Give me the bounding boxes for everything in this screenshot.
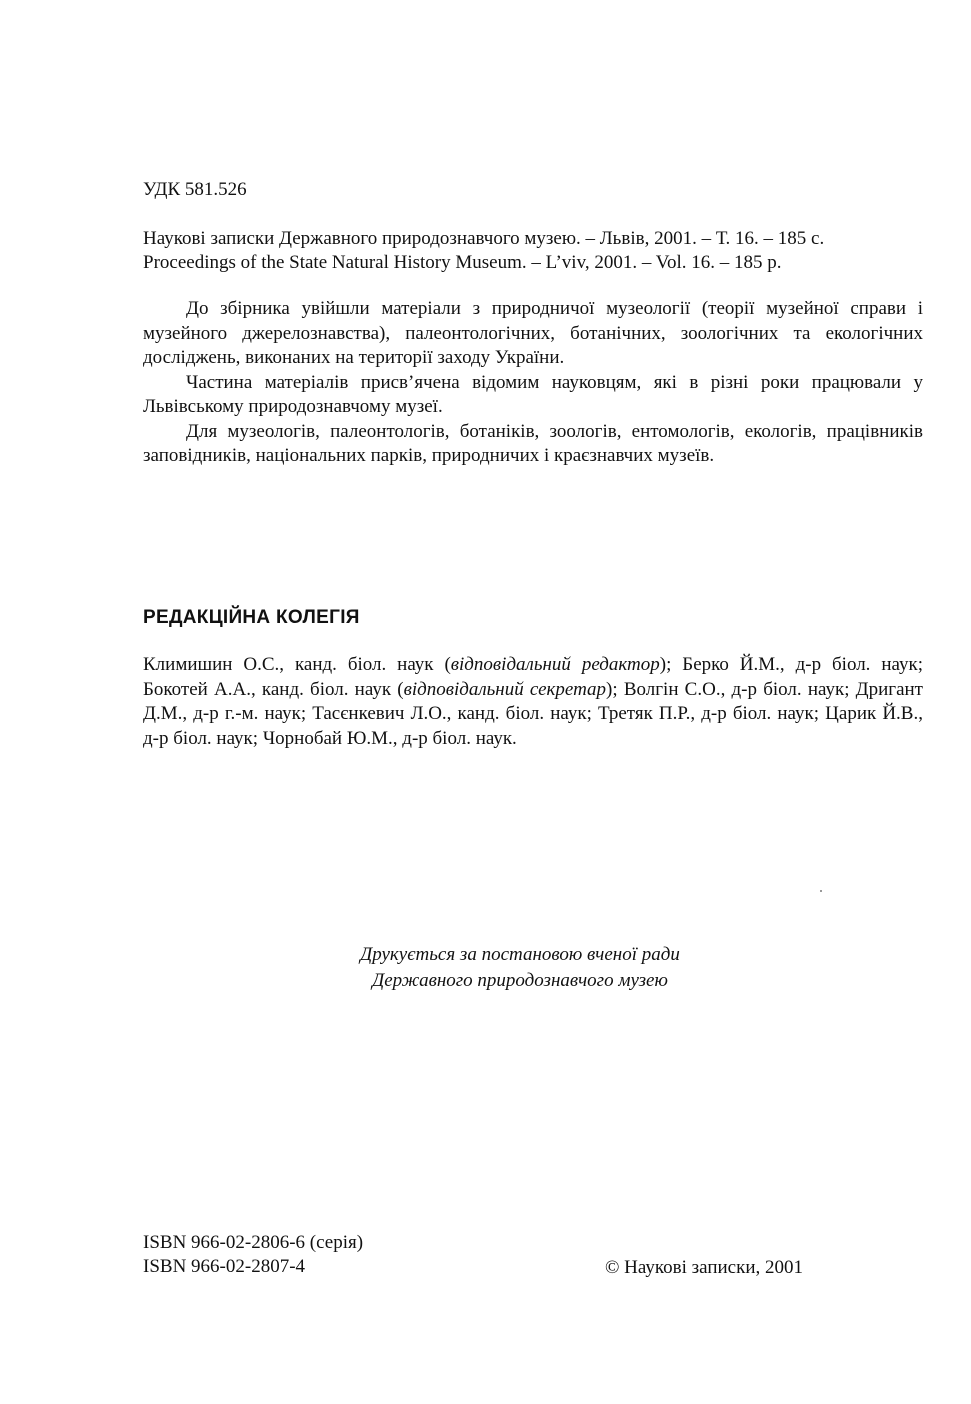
editorial-board-text (143, 653, 923, 751)
imprint-line: Державного природознавчого музею (372, 970, 668, 991)
board-text-part: ); Волгін С.О., д-р біол. наук; Дригант Д.М., д-р г.-м. наук; Тасєнкевич Л.О., канд. біол. наук; Третяк П.Р., д-р біол. наук; Царик Й.В., д-р біол. наук; Чорнобай Ю.М., д-р біол. наук. (143, 678, 923, 749)
imprint-note (330, 942, 710, 994)
udc-code: УДК 581.526 (143, 179, 247, 200)
abstract-paragraph: Частина матеріалів присв’ячена відомим науковцям, які в різні роки працювали у Львівському природознавчому музеї. (143, 371, 923, 417)
role-secretary: відповідальний секретар (403, 678, 607, 700)
isbn-series: ISBN 966-02-2806-6 (серія) (143, 1232, 364, 1253)
board-text-part: Климишин О.С., канд. біол. наук ( (143, 654, 451, 675)
scan-speck (820, 890, 822, 892)
bibliographic-reference-english: Proceedings of the State Natural History Museum. – L’viv, 2001. – Vol. 16. – 185 p. (143, 252, 782, 273)
editorial-board-title: РЕДАКЦІЙНА КОЛЕГІЯ (143, 607, 360, 628)
role-editor: відповідальний редактор (450, 654, 660, 675)
abstract-paragraph: До збірника увійшли матеріали з природничої музеології (теорії музейної справи і музейного джерелознавства), палеонтологічних, ботанічних, зоологічних та екологічних досліджень, виконаних на території заходу України. (143, 298, 923, 368)
board-text-part: ); Берко Й.М., д-р біол. наук; Бокотей А.А., канд. біол. наук ( (143, 654, 923, 700)
copyright-notice: © Наукові записки, 2001 (605, 1257, 803, 1278)
imprint-line: Друкується за постановою вченої ради (360, 944, 680, 965)
abstract (143, 297, 923, 469)
isbn-volume: ISBN 966-02-2807-4 (143, 1256, 306, 1277)
editorial-board-members (143, 653, 923, 751)
bibliographic-reference-ukrainian: Наукові записки Державного природознавчого музею. – Львів, 2001. – Т. 16. – 185 с. (143, 228, 825, 249)
abstract-paragraph: Для музеологів, палеонтологів, ботаніків, зоологів, ентомологів, екологів, працівників заповідників, національних парків, природничих і краєзнавчих музеїв. (143, 420, 923, 466)
